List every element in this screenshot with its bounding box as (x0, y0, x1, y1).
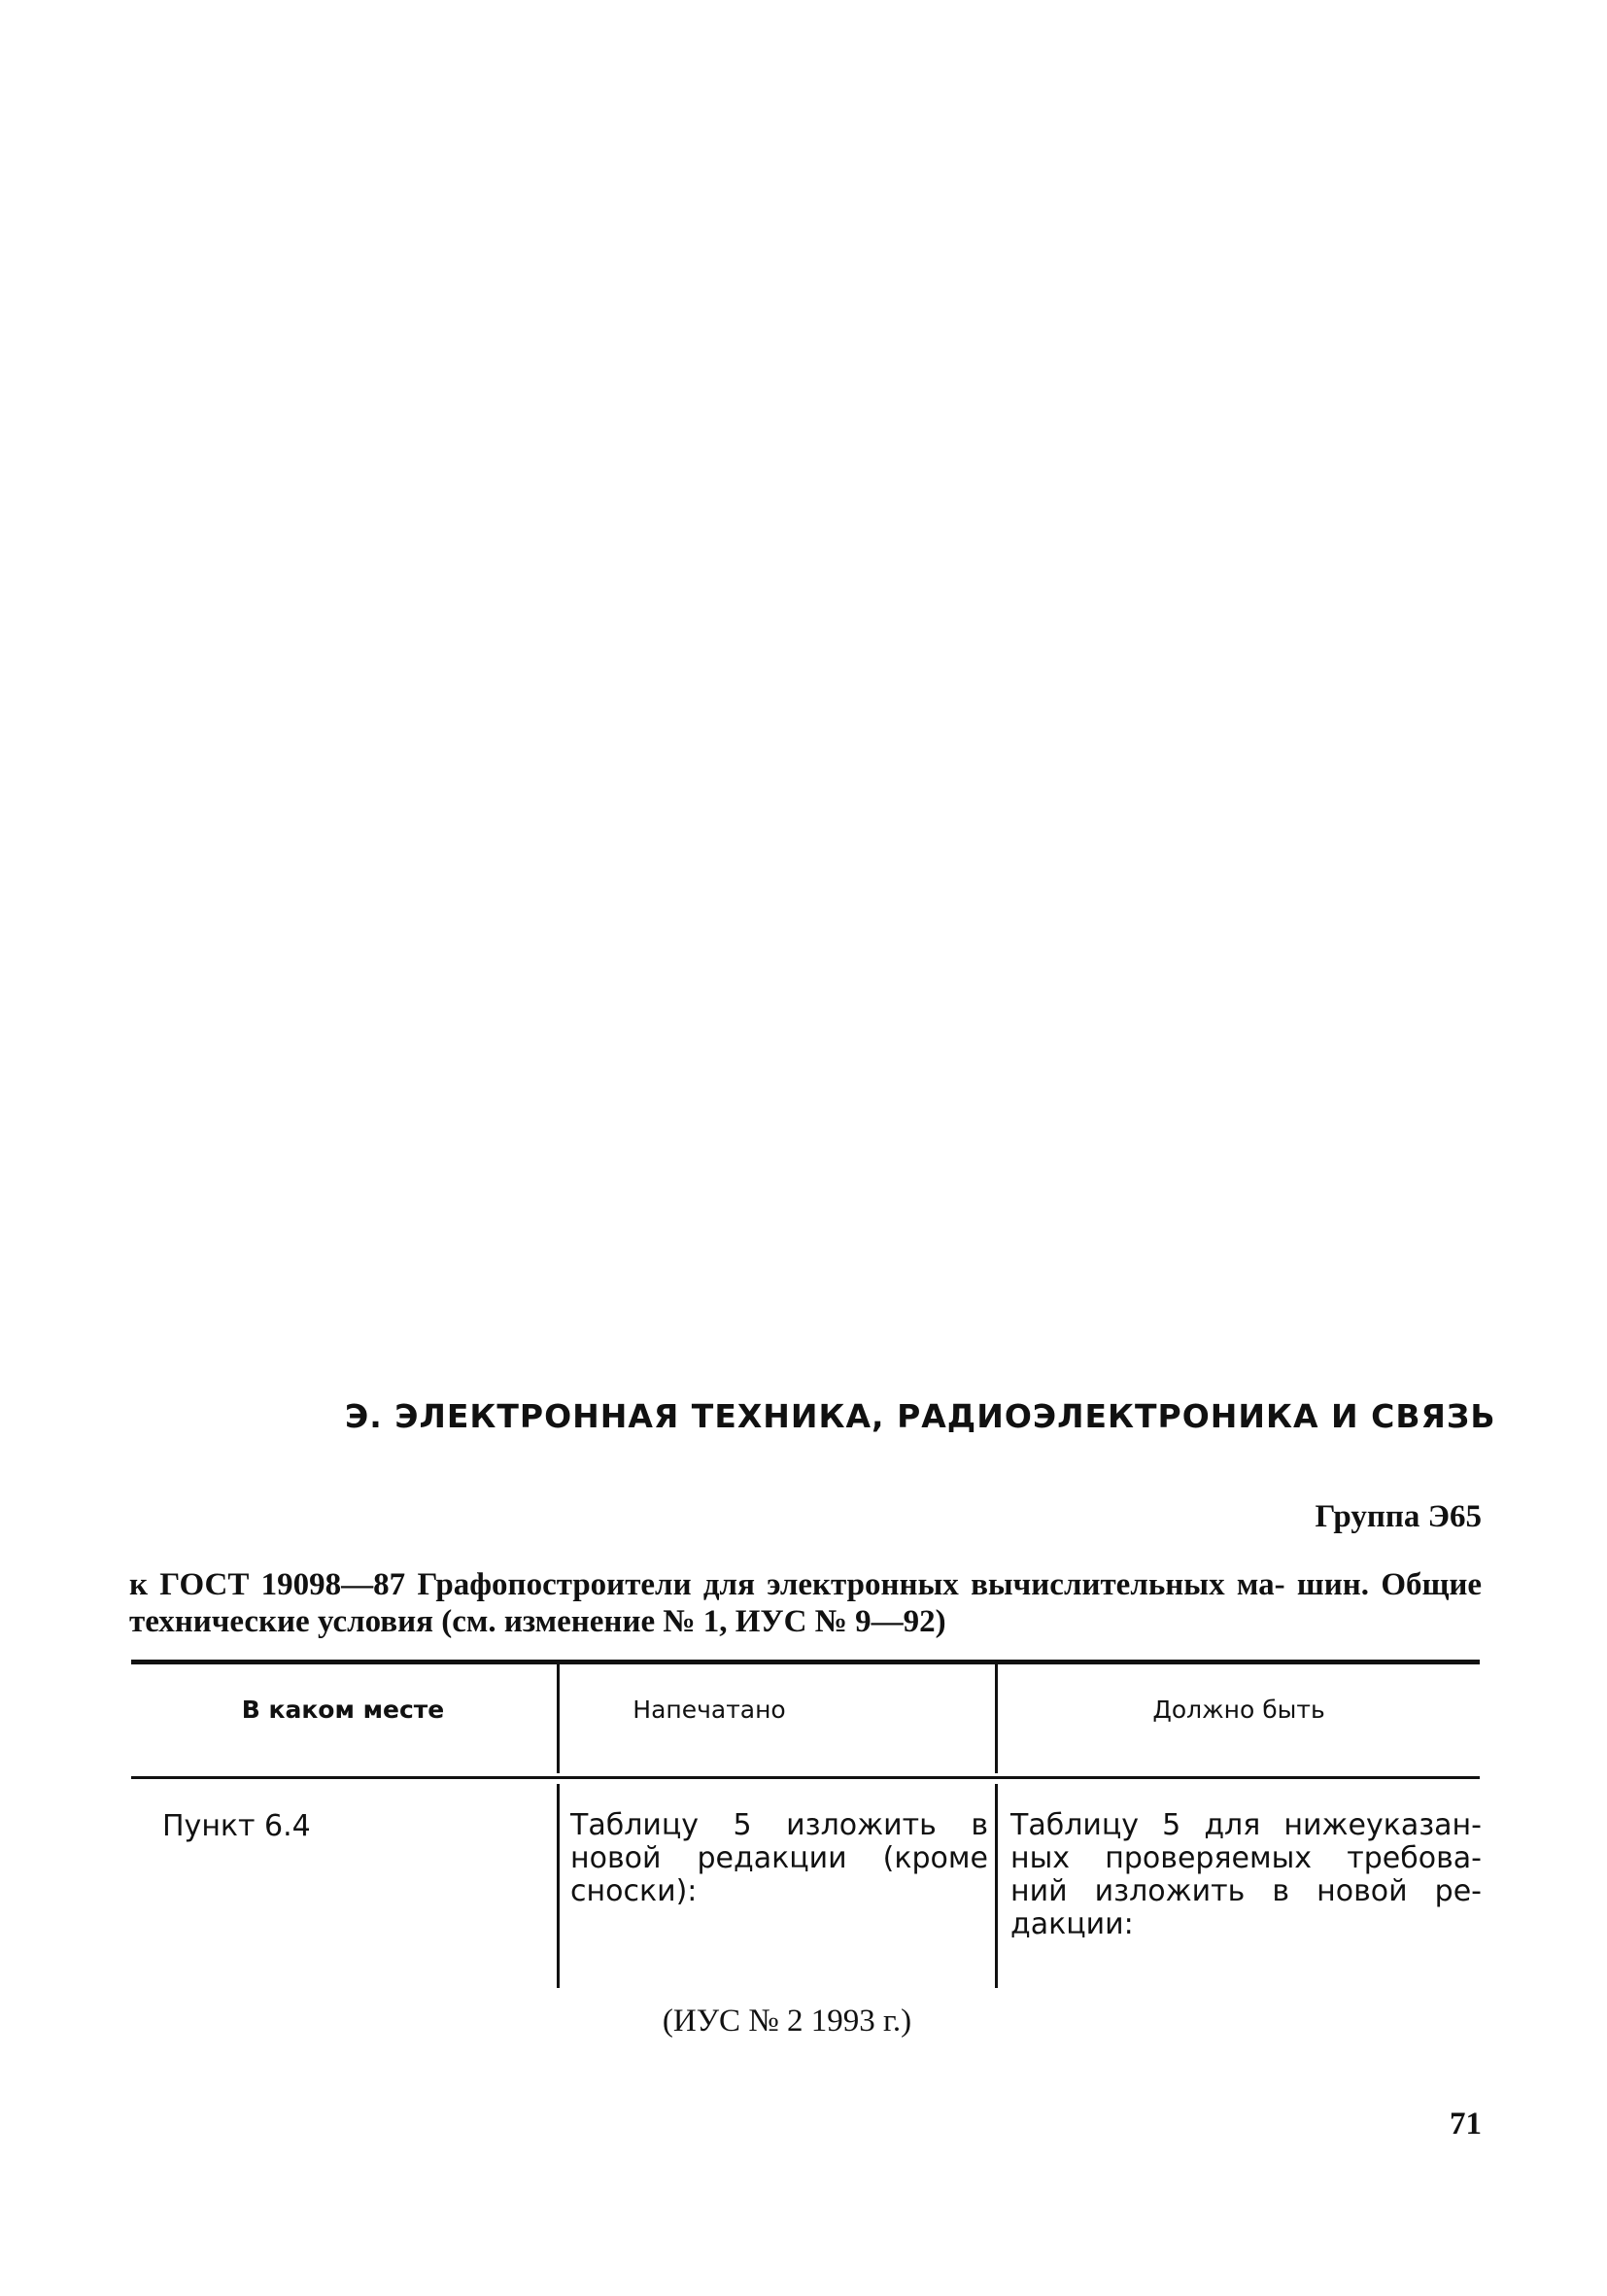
table-header-printed: Напечатано (633, 1696, 786, 1724)
table-cell-should-be-line: Таблицу 5 для нижеуказан- (1010, 1808, 1482, 1842)
table-cell-where: Пункт 6.4 (162, 1809, 311, 1843)
table-cell-printed-line: сноски): (570, 1874, 698, 1908)
table-cell-printed-line: Таблицу 5 изложить в (570, 1808, 988, 1842)
table-top-rule (131, 1660, 1480, 1664)
document-reference (129, 1566, 1482, 1640)
table-cell-should-be-line: дакции: (1010, 1907, 1134, 1941)
table-cell-should-be (1010, 1809, 1482, 1941)
document-reference-line-1: к ГОСТ 19098—87 Графопостроители для электронных вычислительных ма- (129, 1567, 1285, 1602)
table-cell-printed (570, 1809, 988, 1908)
table-cell-should-be-line: ных проверяемых требова- (1010, 1841, 1482, 1875)
table-cell-should-be-line: ний изложить в новой ре- (1010, 1874, 1482, 1908)
table-column-divider (995, 1664, 998, 1773)
table-cell-printed-line: новой редакции (кроме (570, 1841, 988, 1875)
table-header-where: В каком месте (241, 1696, 445, 1724)
table-column-divider (995, 1784, 998, 1988)
page-number: 71 (1450, 2107, 1482, 2142)
table-header-should-be: Должно быть (1152, 1696, 1325, 1724)
group-label: Группа Э65 (1315, 1499, 1482, 1534)
section-title: Э. ЭЛЕКТРОННАЯ ТЕХНИКА, РАДИОЭЛЕКТРОНИКА И СВЯЗЬ (345, 1397, 1496, 1435)
table-header-rule (131, 1776, 1480, 1779)
table-column-divider (557, 1664, 560, 1773)
document-reference-line-2: шин. Общие технические условия (см. изменение № 1, ИУС № 9—92) (129, 1567, 1483, 1639)
ius-reference-note: (ИУС № 2 1993 г.) (662, 2004, 912, 2039)
table-column-divider (557, 1784, 560, 1988)
